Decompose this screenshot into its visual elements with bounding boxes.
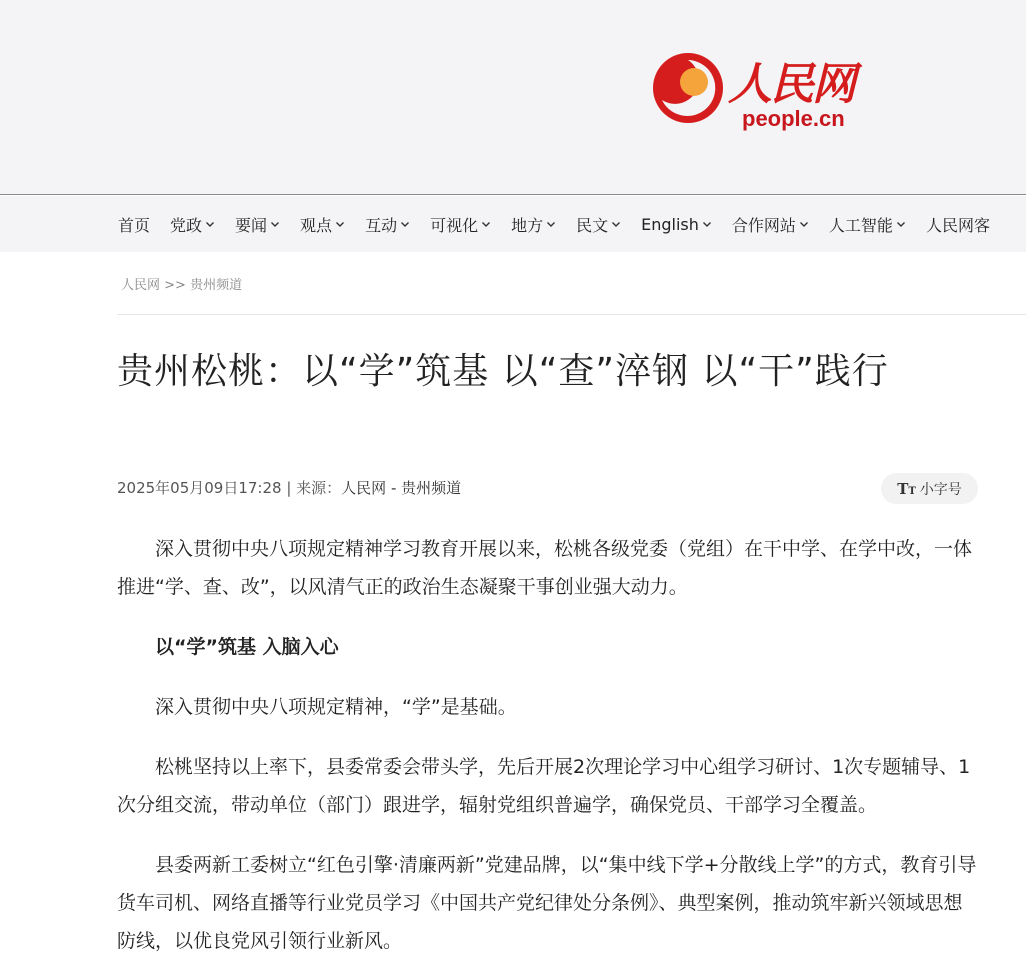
nav-list [118, 196, 1010, 252]
nav-item-label: 人民网客 [925, 215, 990, 235]
nav-item[interactable] [732, 213, 809, 236]
article-body [117, 530, 979, 955]
breadcrumb [121, 274, 242, 293]
article-title: 贵州松桃：以“学”筑基 以“查”淬钢 以“干”践行 [117, 351, 889, 392]
chevron-down-icon [546, 219, 556, 229]
article-paragraph: 深入贯彻中央八项规定精神，“学”是基础。 [155, 696, 517, 718]
source-label: | 来源： [281, 479, 342, 497]
nav-item-label: 可视化 [430, 215, 479, 235]
font-size-toggle-label: 小字号 [919, 481, 962, 498]
chevron-down-icon [481, 219, 491, 229]
nav-item[interactable] [170, 213, 215, 236]
people-cn-logo[interactable] [650, 48, 866, 138]
logo-english-text: people.cn [742, 106, 845, 131]
nav-item[interactable] [235, 213, 280, 236]
chevron-down-icon [702, 219, 712, 229]
logo-emblem-icon [650, 50, 726, 126]
breadcrumb-home[interactable]: 人民网 [121, 278, 161, 293]
nav-item-label: 首页 [118, 215, 151, 235]
nav-item-label: English [641, 214, 699, 234]
breadcrumb-separator: >> [160, 278, 191, 293]
nav-item[interactable] [829, 213, 906, 236]
nav-item[interactable] [641, 215, 712, 234]
nav-item-label: 地方 [511, 215, 544, 235]
nav-item-label: 互动 [365, 215, 398, 235]
chevron-down-icon [400, 219, 410, 229]
divider [117, 314, 1026, 315]
article-datetime: 2025年05月09日17:28 [117, 479, 282, 497]
chevron-down-icon [205, 219, 215, 229]
article-meta [117, 477, 461, 498]
article-source-link[interactable]: 人民网 - 贵州频道 [341, 479, 462, 497]
nav-item-label: 党政 [170, 215, 203, 235]
font-size-toggle-button[interactable] [881, 473, 978, 504]
chevron-down-icon [270, 219, 280, 229]
breadcrumb-channel[interactable]: 贵州频道 [190, 278, 243, 293]
nav-item[interactable] [118, 213, 150, 236]
site-header [0, 0, 1026, 195]
nav-item[interactable] [430, 213, 491, 236]
nav-item[interactable] [926, 213, 990, 236]
main-nav [0, 196, 1026, 252]
nav-item[interactable] [365, 213, 410, 236]
article-subheading: 以“学”筑基 入脑入心 [155, 636, 339, 658]
article-paragraph: 县委两新工委树立“红色引擎·清廉两新”党建品牌，以“集中线下学+分散线上学”的方式，教育引导货车司机、网络直播等行业党员学习《中国共产党纪律处分条例》、典型案例，推动筑牢新兴领域思想防线，以优良党风引领行业新风。 [117, 854, 977, 952]
font-size-icon: TT [897, 479, 916, 498]
chevron-down-icon [799, 219, 809, 229]
nav-item[interactable] [511, 213, 556, 236]
logo-chinese-text: 人民网 [728, 59, 854, 110]
article-paragraph: 深入贯彻中央八项规定精神学习教育开展以来，松桃各级党委（党组）在干中学、在学中改，一体推进“学、查、改”，以风清气正的政治生态凝聚干事创业强大动力。 [117, 538, 973, 598]
nav-item[interactable] [576, 213, 621, 236]
nav-item-label: 合作网站 [731, 215, 796, 235]
chevron-down-icon [335, 219, 345, 229]
nav-item-label: 民文 [576, 215, 609, 235]
chevron-down-icon [896, 219, 906, 229]
nav-item-label: 要闻 [235, 215, 268, 235]
nav-item-label: 观点 [300, 215, 333, 235]
nav-item[interactable] [300, 213, 345, 236]
nav-item-label: 人工智能 [828, 215, 893, 235]
chevron-down-icon [611, 219, 621, 229]
article-paragraph: 松桃坚持以上率下，县委常委会带头学，先后开展2次理论学习中心组学习研讨、1次专题辅导、1次分组交流，带动单位（部门）跟进学，辐射党组织普遍学，确保党员、干部学习全覆盖。 [117, 756, 971, 816]
